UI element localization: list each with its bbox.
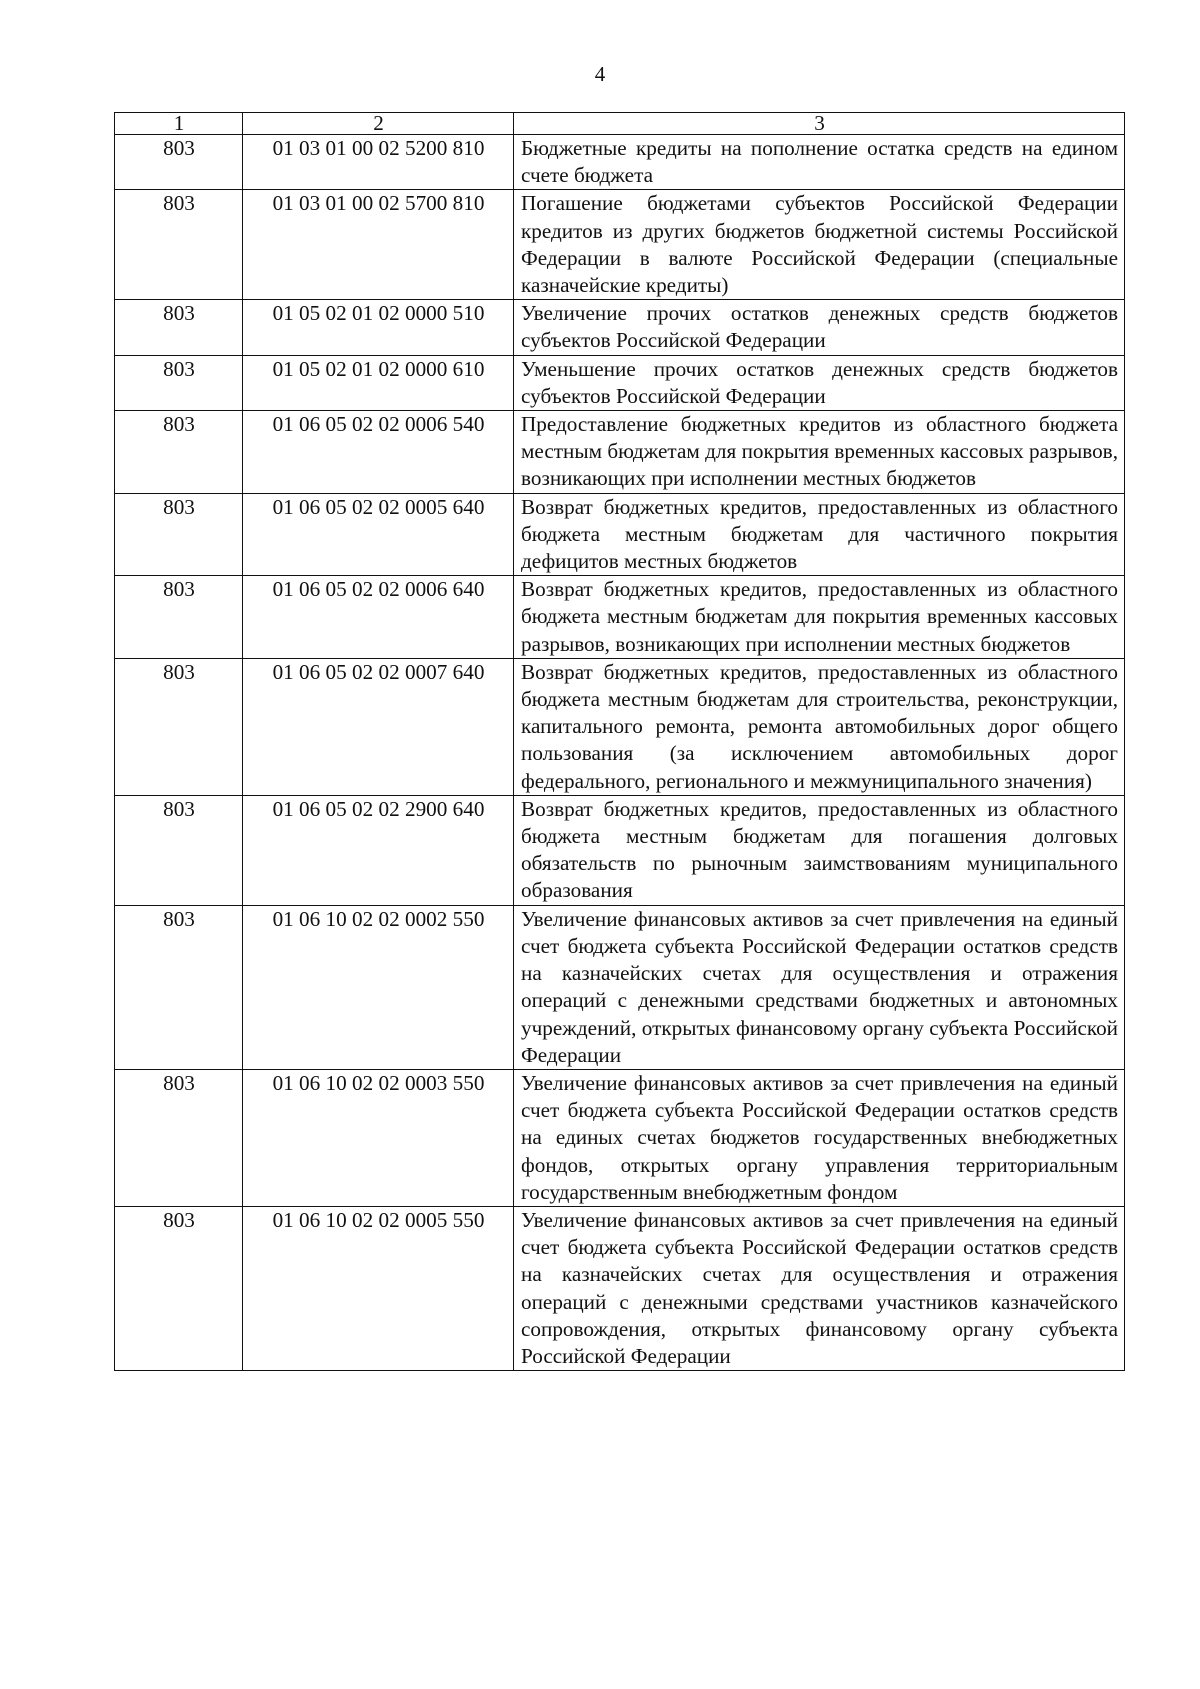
table-row [115,493,1125,576]
table-row [115,300,1125,355]
table-row [115,795,1125,905]
table-row [115,355,1125,410]
admin-code-cell: 803 [115,1069,243,1206]
table-row [115,135,1125,190]
budget-code-cell: 01 06 05 02 02 0005 640 [243,493,514,576]
admin-code-cell: 803 [115,300,243,355]
table-row [115,1206,1125,1370]
budget-code-cell: 01 05 02 01 02 0000 610 [243,355,514,410]
admin-code-cell: 803 [115,576,243,659]
budget-code-cell: 01 06 10 02 02 0005 550 [243,1206,514,1370]
admin-code-cell: 803 [115,493,243,576]
admin-code-cell: 803 [115,411,243,494]
table-header-row [115,113,1125,135]
source-name-cell: Предоставление бюджетных кредитов из областного бюджета местным бюджетам для покрытия временных кассовых разрывов, возникающих при исполнении местных бюджетов [514,411,1125,494]
admin-code-cell: 803 [115,1206,243,1370]
page-number: 4 [594,62,606,86]
budget-code-cell: 01 06 10 02 02 0002 550 [243,905,514,1069]
budget-code-cell: 01 05 02 01 02 0000 510 [243,300,514,355]
table-row [115,190,1125,300]
table-row [115,411,1125,494]
source-name-cell: Увеличение финансовых активов за счет привлечения на единый счет бюджета субъекта Российской Федерации остатков средств на единых счетах бюджетов государственных внебюджетных фондов, открытых органу управления территориальным государственным внебюджетным фондом [514,1069,1125,1206]
source-name-cell: Увеличение прочих остатков денежных средств бюджетов субъектов Российской Федерации [514,300,1125,355]
header-col-2: 2 [243,113,514,135]
source-name-cell: Погашение бюджетами субъектов Российской Федерации кредитов из других бюджетов бюджетной системы Российской Федерации в валюте Российской Федерации (специальные казначейские кредиты) [514,190,1125,300]
admin-code-cell: 803 [115,905,243,1069]
table-body [115,135,1125,1371]
budget-codes-table [114,112,1125,1371]
admin-code-cell: 803 [115,190,243,300]
header-col-1: 1 [115,113,243,135]
table-row [115,1069,1125,1206]
admin-code-cell: 803 [115,795,243,905]
admin-code-cell: 803 [115,355,243,410]
source-name-cell: Уменьшение прочих остатков денежных средств бюджетов субъектов Российской Федерации [514,355,1125,410]
budget-code-cell: 01 06 05 02 02 2900 640 [243,795,514,905]
source-name-cell: Возврат бюджетных кредитов, предоставленных из областного бюджета местным бюджетам для погашения долговых обязательств по рыночным заимствованиям муниципального образования [514,795,1125,905]
budget-code-cell: 01 03 01 00 02 5200 810 [243,135,514,190]
source-name-cell: Увеличение финансовых активов за счет привлечения на единый счет бюджета субъекта Российской Федерации остатков средств на казначейских счетах для осуществления и отражения операций с денежными средствами участников казначейского сопровождения, открытых финансовому органу субъекта Российской Федерации [514,1206,1125,1370]
budget-code-cell: 01 06 05 02 02 0006 540 [243,411,514,494]
admin-code-cell: 803 [115,658,243,795]
header-col-3: 3 [514,113,1125,135]
source-name-cell: Бюджетные кредиты на пополнение остатка средств на едином счете бюджета [514,135,1125,190]
admin-code-cell: 803 [115,135,243,190]
budget-code-cell: 01 03 01 00 02 5700 810 [243,190,514,300]
budget-code-cell: 01 06 05 02 02 0007 640 [243,658,514,795]
source-name-cell: Возврат бюджетных кредитов, предоставленных из областного бюджета местным бюджетам для строительства, реконструкции, капитального ремонта, ремонта автомобильных дорог общего пользования (за исключением автомобильных дорог федерального, регионального и межмуниципального значения) [514,658,1125,795]
table-row [115,905,1125,1069]
table-row [115,658,1125,795]
budget-code-cell: 01 06 10 02 02 0003 550 [243,1069,514,1206]
source-name-cell: Возврат бюджетных кредитов, предоставленных из областного бюджета местным бюджетам для покрытия временных кассовых разрывов, возникающих при исполнении местных бюджетов [514,576,1125,659]
source-name-cell: Возврат бюджетных кредитов, предоставленных из областного бюджета местным бюджетам для частичного покрытия дефицитов местных бюджетов [514,493,1125,576]
budget-code-cell: 01 06 05 02 02 0006 640 [243,576,514,659]
source-name-cell: Увеличение финансовых активов за счет привлечения на единый счет бюджета субъекта Российской Федерации остатков средств на казначейских счетах для осуществления и отражения операций с денежными средствами бюджетных и автономных учреждений, открытых финансовому органу субъекта Российской Федерации [514,905,1125,1069]
table-row [115,576,1125,659]
